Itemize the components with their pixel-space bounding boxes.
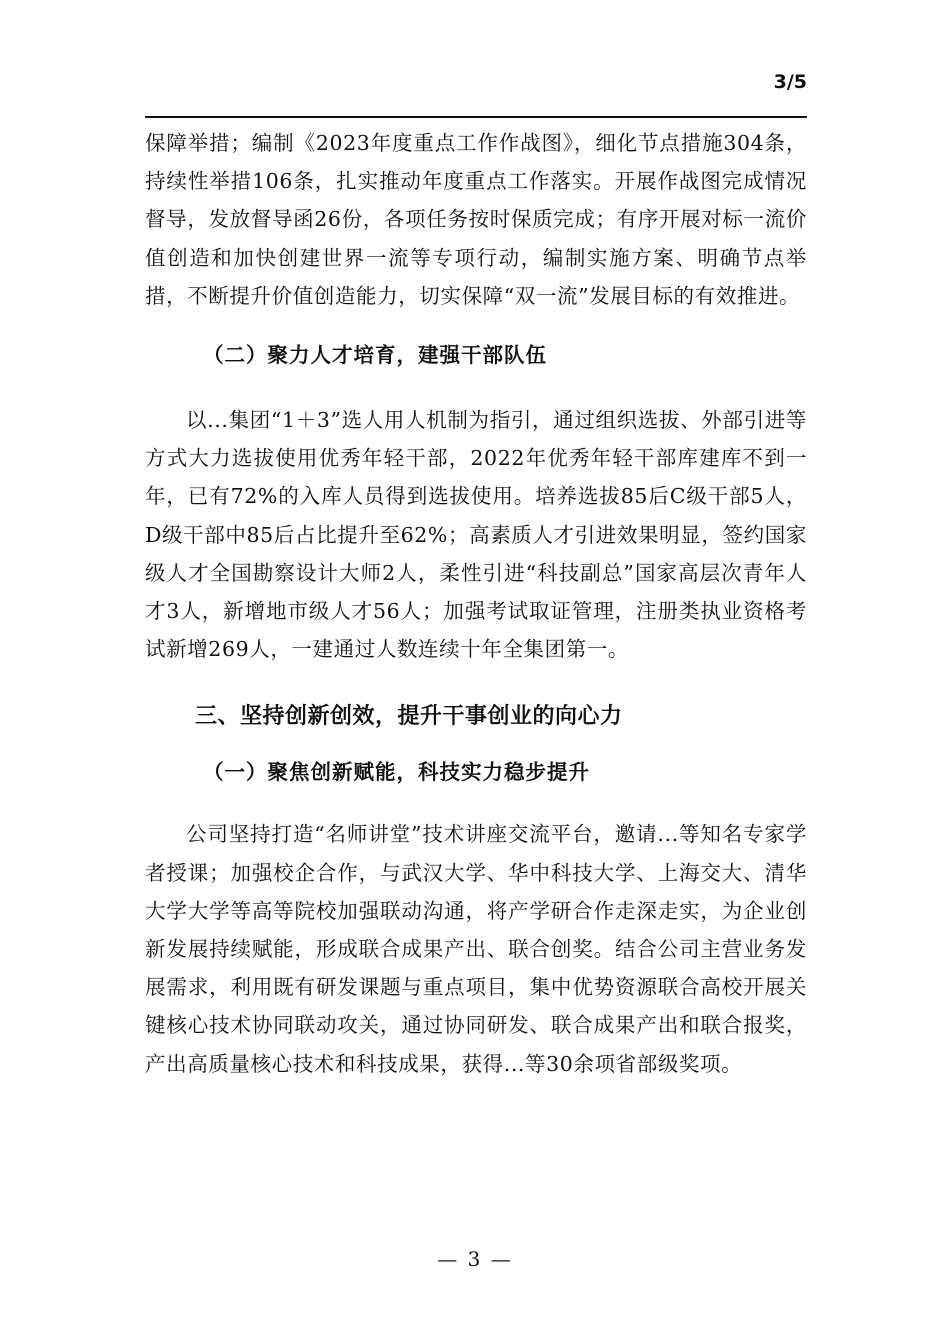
page-header [145,70,807,118]
subheading-talent-cultivation: （二）聚力人才培育，建强干部队伍 [203,343,547,368]
paragraph-continuation: 保障举措；编制《2023年度重点工作作战图》，细化节点措施304条，持续性举措106条，扎实推动年度重点工作落实。开展作战图完成情况督导，发放督导函26份，各项任务按时保质完成；有序开展对标一流价值创造和加快创建世界一流等专项行动，编制实施方案、明确节点举措，不断提升价值创造能力，切实保障“双一流”发展目标的有效推进。 [145,131,807,308]
paragraph-talent: 以...集团“1＋3”选人用人机制为指引，通过组织选拔、外部引进等方式大力选拔使用优秀年轻干部，2022年优秀年轻干部库建库不到一年，已有72%的入库人员得到选拔使用。培养选拔85后C级干部5人，D级干部中85后占比提升至62%；高素质人才引进效果明显，签约国家级人才全国勘察设计大师2人，柔性引进“科技副总”国家高层次青年人才3人，新增地市级人才56人；加强考试取证管理，注册类执业资格考试新增269人，一建通过人数连续十年全集团第一。 [145,408,807,662]
section-heading-innovation: 三、坚持创新创效，提升干事创业的向心力 [195,704,623,730]
document-body [145,124,807,1083]
page-number-footer: — 3 — [437,1247,513,1271]
subheading-innovation-empowerment: （一）聚焦创新赋能，科技实力稳步提升 [203,760,590,785]
page-counter: 3/5 [773,71,807,93]
paragraph-innovation: 公司坚持打造“名师讲堂”技术讲座交流平台，邀请...等知名专家学者授课；加强校企合作，与武汉大学、华中科技大学、上海交大、清华大学大学等高等院校加强联动沟通，将产学研合作走深走实，为企业创新发展持续赋能，形成联合成果产出、联合创奖。结合公司主营业务发展需求，利用既有研发课题与重点项目，集中优势资源联合高校开展关键核心技术协同联动攻关，通过协同研发、联合成果产出和联合报奖，产出高质量核心技术和科技成果，获得...等30余项省部级奖项。 [145,822,807,1076]
